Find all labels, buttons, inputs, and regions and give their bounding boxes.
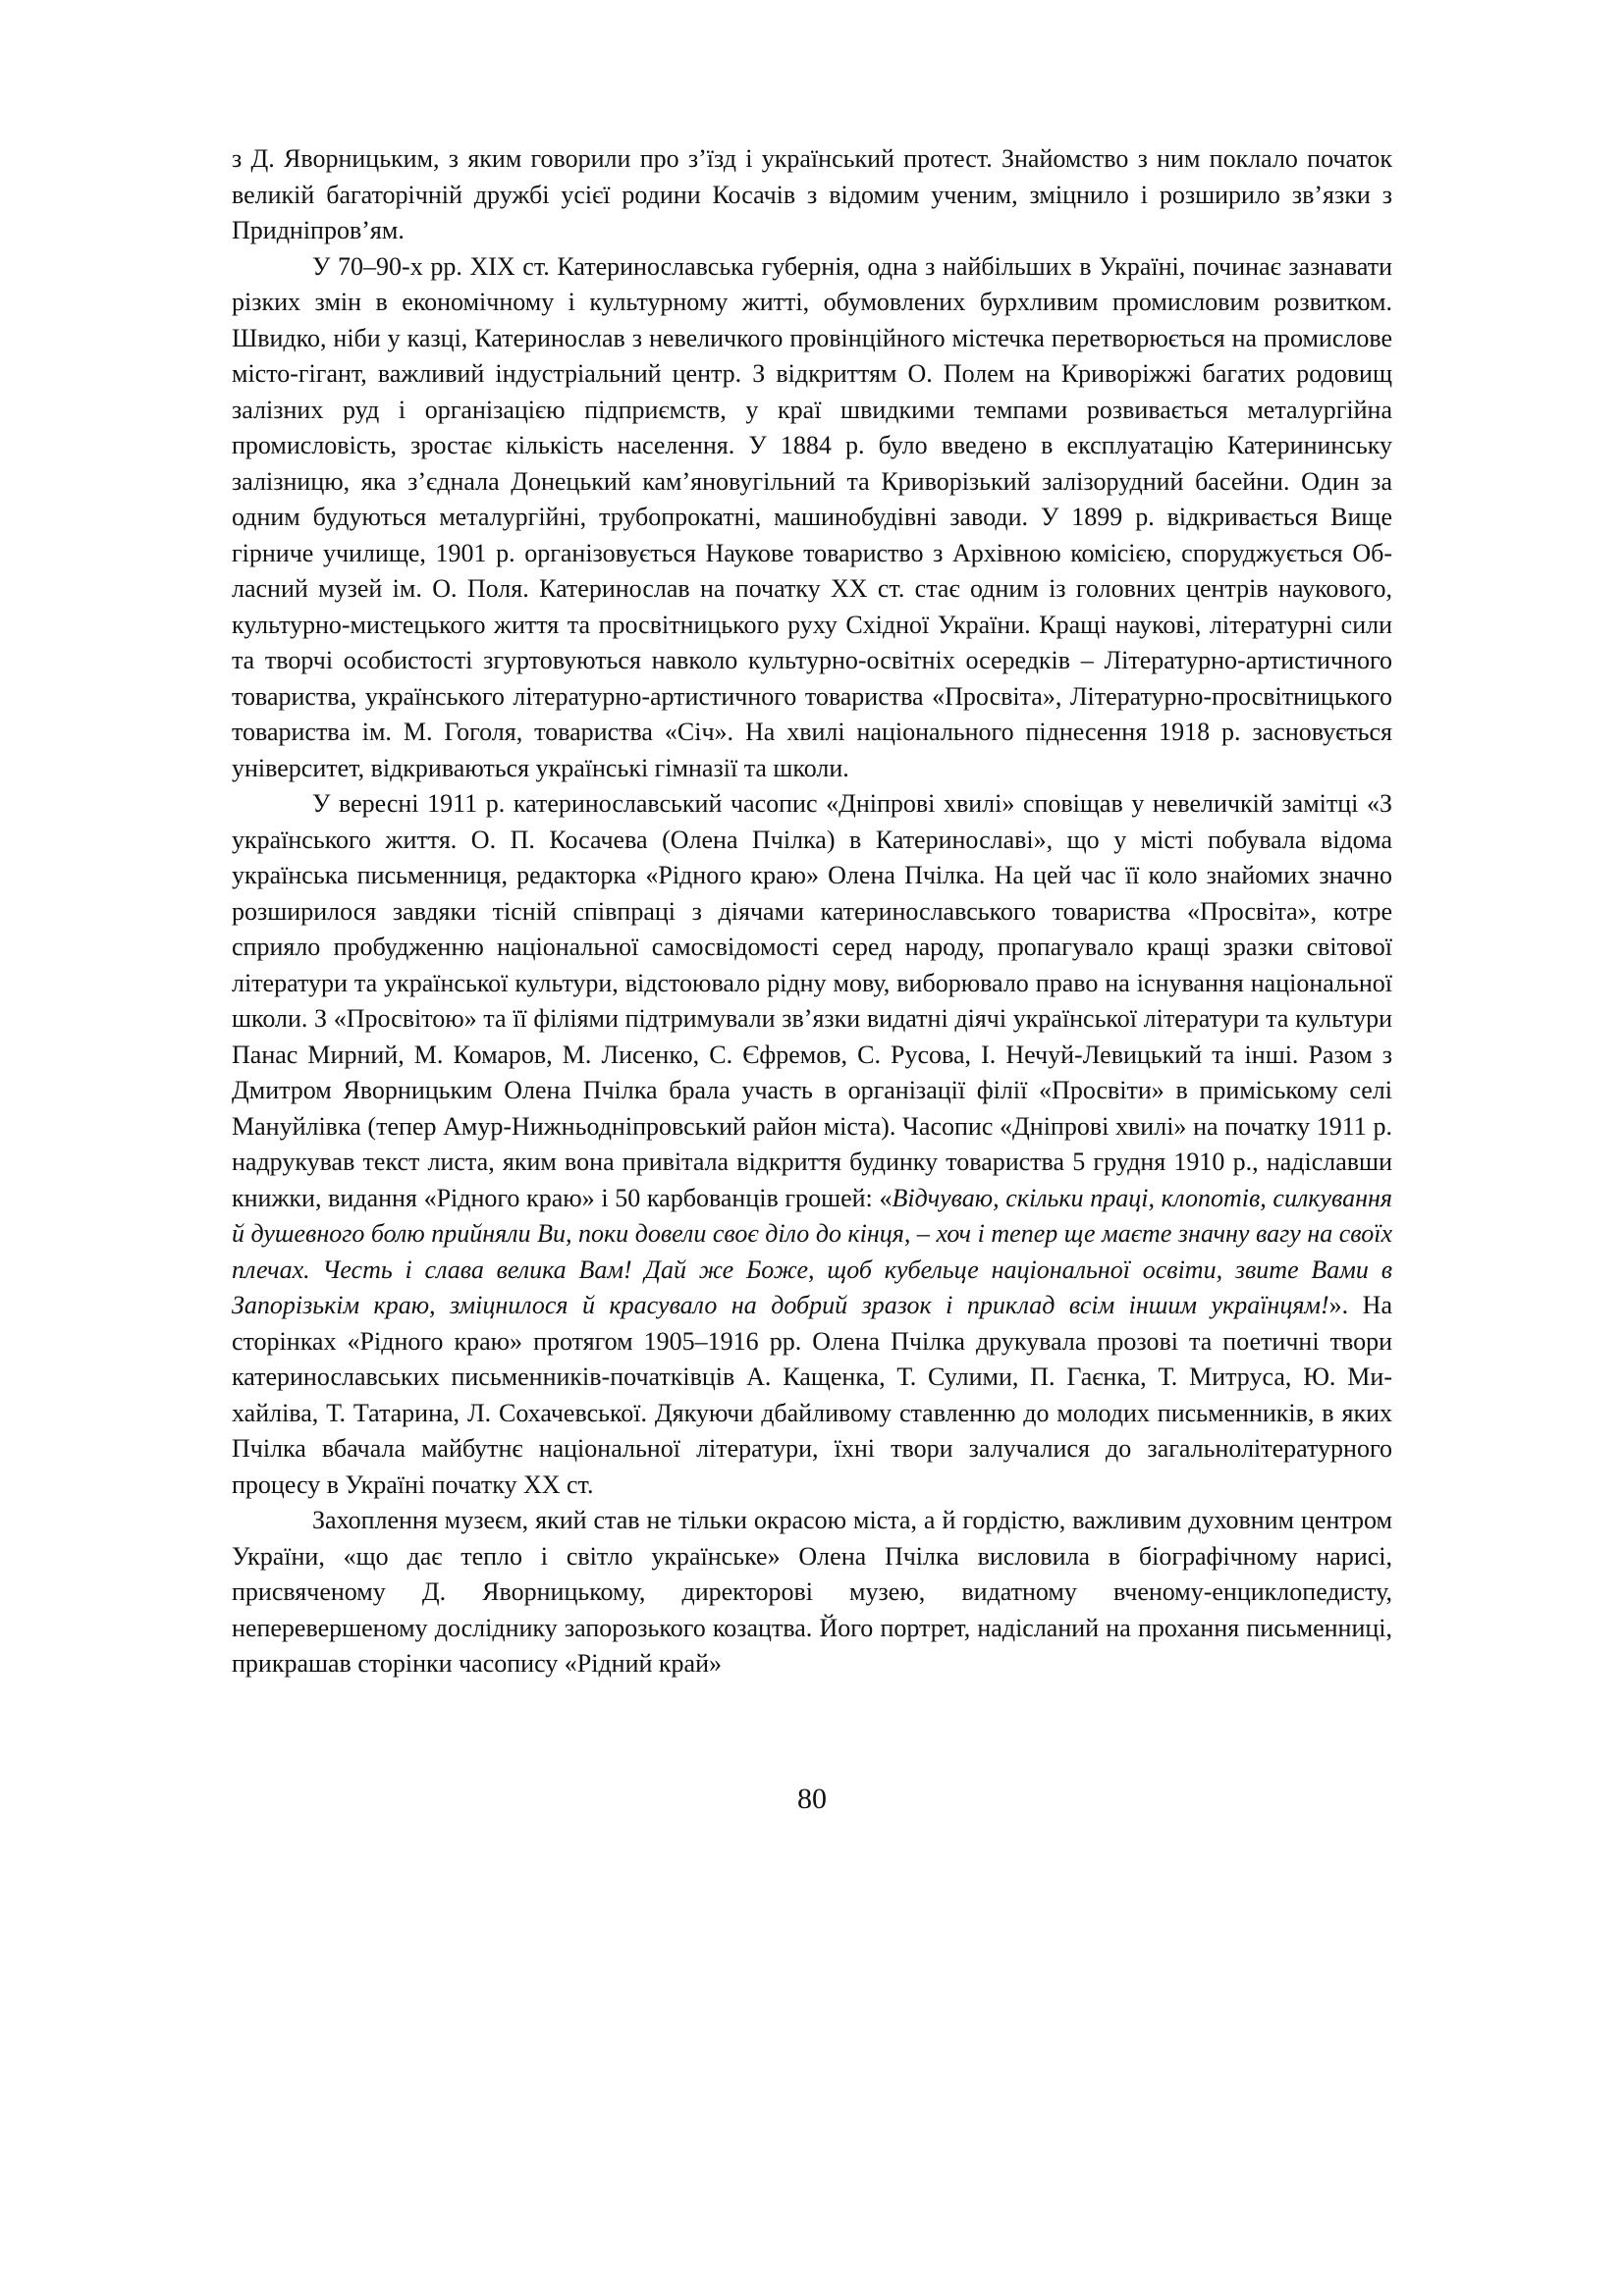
paragraph-continuation: з Д. Яворницьким, з яким говорили про з’їзд і український протест. Знайомство з ним поклало початок великій багаторічній дружбі усієї родини Косачів з відомим ученим, зміцнило і розширило зв’язки з Придніпров’ям. [232, 144, 1392, 244]
paragraph-text-after-quote: ». На сторінках «Рідного краю» протягом 1905–1916 рр. Олена Пчілка друкувала прозові та поетичні твори катеринославських письменників-початківців А. Кащенка, Т. Сулими, П. Гаєнка, Т. Митруса, Ю. Михайліва, Т. Татарина, Л. Сохачевської. Дякуючи дбайливому ставленню до молодих письменників, в яких Пчілка вбачала майбутнє національної літератури, їхні твори залучалися до загальнолітературного процесу в Україні початку ХХ ст. [232, 1291, 1392, 1499]
italic-quote: Відчуваю, скільки праці, клопотів, силкування й душевного болю прийняли Ви, поки довели своє діло до кінця, – хоч і тепер ще маєте значну вагу на своїх плечах. Честь і слава велика Вам! Дай же Боже, щоб кубельце національної освіти, звите Вами в Запорізькім краю, зміцнилося й красувало на добрий зразок і приклад всім іншим українцям! [232, 1183, 1392, 1319]
paragraph-text-before-quote: У вересні 1911 р. катеринославський часопис «Дніпрові хвилі» сповіщав у невеличкій замітці «З українського життя. О. П. Косачева (Олена Пчілка) в Катеринославі», що у місті побувала відома українська письменниця, редакторка «Рідного краю» Олена Пчілка. На цей час її коло знайомих значно розширилося завдяки тісній співпраці з діячами катеринославського товариства «Просвіта», котре сприяло пробудженню національної самосвідомості серед народу, пропагувало кращі зразки світової літератури та української культури, відстоювало рідну мову, виборювало право на існування національної школи. З «Просвітою» та її філіями підтримували зв’язки видатні діячі української літератури та культури Панас Мирний, М. Комаров, М. Лисенко, С. Єфремов, С. Русова, І. Нечуй-Левицький та інші. Разом з Дмитром Яворницьким Олена Пчілка брала участь в організації філії «Просвіти» в приміському селі Мануйлівка (тепер Амур-Нижньодніпровський район міста). Часопис «Дніпрові хвилі» на початку 1911 р. надрукував текст листа, яким вона привітала відкриття будинку товариства 5 грудня 1910 р., надіславши книжки, видання «Рідного краю» і 50 карбованців грошей: « [232, 789, 1392, 1212]
body-text [232, 141, 1392, 1682]
page-number: 80 [797, 1783, 827, 1815]
paragraph-museum: Захоплення музеєм, який став не тільки окрасою міста, а й гордістю, важливим духовним центром України, «що дає тепло і світло українське» Олена Пчілка висловила в біографічному нарисі, присвяченому Д. Яворницькому, директорові музею, видатному вченому-енциклопедисту, неперевершеному досліднику запорозького козацтва. Його портрет, надісланий на прохання письменниці, прикрашав сторінки часопису «Рідний край» [232, 1506, 1392, 1678]
paragraph-prosvita-society [232, 786, 1392, 1503]
paragraph-industrial-development: У 70–90-х рр. ХІХ ст. Катеринославська губернія, одна з найбільших в Україні, починає зазнавати різких змін в економічному і культурному житті, обумовлених бурхливим промисловим розвитком. Швидко, ніби у казці, Катеринослав з невеличкого провінційного містечка перетворюється на промислове місто-гігант, важливий індустріальний центр. З відкриттям О. Полем на Криворіжжі багатих родовищ залізних руд і організацією підприємств, у краї швидкими темпами розвивається металургійна промисловість, зростає кількість населення. У 1884 р. було введено в експлуатацію Катерининську залізницю, яка з’єднала Донецький кам’яновугільний та Криворізький залізорудний басейни. Один за одним будуються металургійні, трубопрокатні, машинобудівні заводи. У 1899 р. відкривається Вище гірниче училище, 1901 р. організовується Наукове товариство з Архівною комісією, споруджується Обласний музей ім. О. Поля. Катеринослав на початку ХХ ст. стає одним із головних центрів наукового, культурно-мистецького життя та просвітницького руху Східної України. Кращі наукові, літературні сили та творчі особистості згуртовуються навколо культурно-освітніх осередків – Літературно-артистичного товариства, українського літературно-артистичного товариства «Просвіта», Літературно-просвітницького товариства ім. М. Гоголя, товариства «Січ». На хвилі національного піднесення 1918 р. засновується університет, відкриваються українські гімназії та школи. [232, 251, 1392, 782]
